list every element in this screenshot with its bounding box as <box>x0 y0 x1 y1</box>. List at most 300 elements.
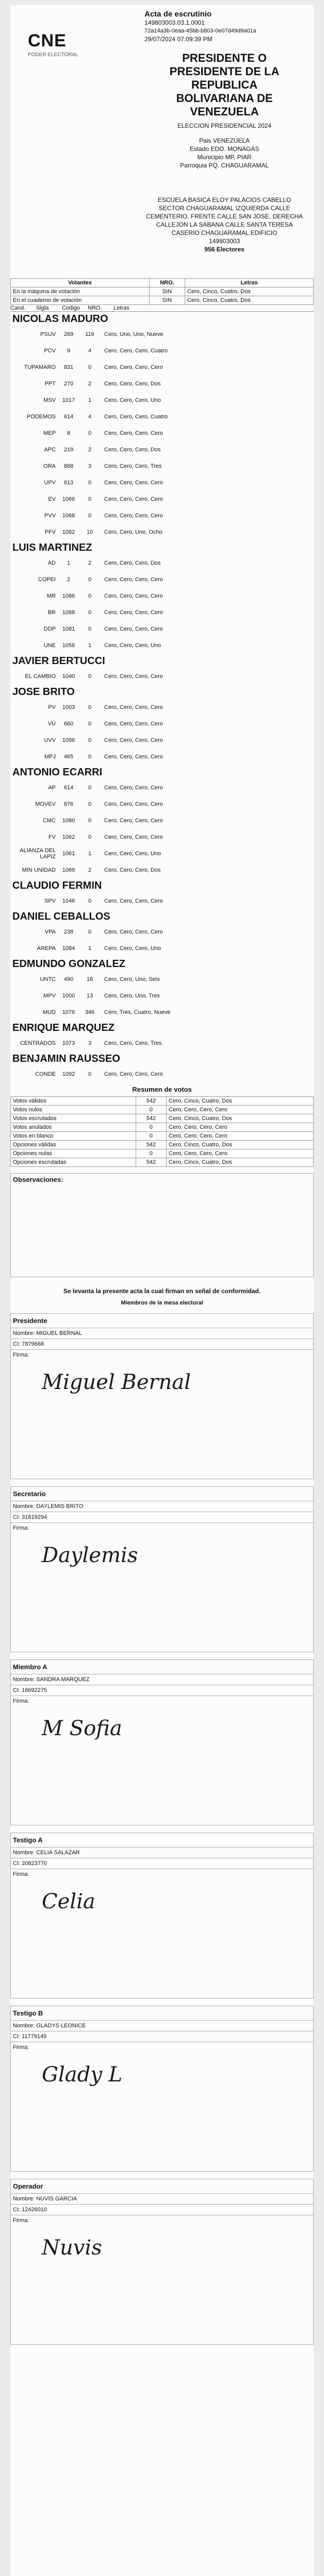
votantes-letras: Cero, Cinco, Cuatro, Dos <box>185 296 313 305</box>
signature-block <box>10 1313 314 1479</box>
firma-label: Firma: <box>13 1698 29 1704</box>
party-letters: Cero, Cero, Cero, Dos <box>104 381 161 387</box>
title-line: BOLIVARIANA DE <box>176 92 273 105</box>
party-letters: Cero, Cero, Cero, Cero <box>104 785 163 791</box>
party-code: 1076 <box>62 1009 75 1015</box>
party-row <box>10 637 314 654</box>
firma-label: Firma: <box>13 2217 29 2224</box>
signature-list <box>10 1313 314 2345</box>
votantes-header: Votantes <box>11 279 150 287</box>
party-code: 831 <box>63 364 74 370</box>
party-votes: 4 <box>88 348 92 354</box>
col-header: Cand. <box>10 305 26 311</box>
party-sigla: AREPA <box>37 945 56 952</box>
party-code: 660 <box>63 721 74 727</box>
acta-header <box>10 5 314 196</box>
party-letters: Cero, Cero, Cero, Cero <box>104 737 163 743</box>
resumen-row <box>11 1158 314 1167</box>
resumen-row <box>11 1149 314 1158</box>
votantes-table <box>10 278 314 305</box>
party-letters: Cero, Cero, Cero, Uno <box>104 397 161 403</box>
party-letters: Cero, Cero, Cero, Cuatro <box>104 414 168 420</box>
party-votes: 0 <box>88 785 92 791</box>
votantes-nro: SIN <box>149 287 185 296</box>
signature-block <box>10 2006 314 2172</box>
party-code: 1066 <box>62 496 75 502</box>
party-code: 614 <box>63 414 74 420</box>
party-letters: Cero, Cero, Uno, Ocho <box>104 529 163 535</box>
votantes-row <box>11 296 314 305</box>
direccion: SECTOR CHAGUARAMAL IZQUIERDA CALLE CEMENTERIO, FRENTE CALLE SAN JOSE, DERECHA CALLEJON LA SABANA CALLE SANTA TERESA CASERIO CHAGUARAMAL EDIFICIO <box>145 205 303 236</box>
location-school <box>144 196 304 253</box>
acta-info <box>144 10 299 43</box>
party-votes: 16 <box>86 976 93 982</box>
resumen-label: Votos anulados <box>11 1123 136 1132</box>
acta-datetime: 29/07/2024 07:09:39 PM <box>144 36 213 43</box>
party-row <box>10 668 314 685</box>
party-code: 1082 <box>62 529 75 535</box>
party-votes: 0 <box>88 496 92 502</box>
party-letters: Cero, Cero, Cero, Cero <box>104 430 163 436</box>
party-letters: Cero, Cero, Cero, Cero <box>104 626 163 632</box>
acta-paper <box>10 5 314 2576</box>
col-header: Sigla <box>36 305 49 311</box>
party-code: 1084 <box>62 945 75 952</box>
col-header: NRO. <box>88 305 102 311</box>
party-sigla: VU <box>47 721 56 727</box>
signer-role: Secretario <box>11 1487 313 1501</box>
votantes-header: NRO. <box>149 279 185 287</box>
party-sigla: PODEMOS <box>26 414 56 420</box>
party-sigla: CONDE <box>35 1071 56 1077</box>
resumen-nro: 0 <box>136 1132 166 1141</box>
acta-title: Acta de escrutinio <box>144 10 212 19</box>
party-letters: Cero, Cero, Cero, Cero <box>104 1071 163 1077</box>
firma-label: Firma: <box>13 1352 29 1358</box>
col-header: Letras <box>114 305 129 311</box>
party-sigla: UNE <box>43 642 56 649</box>
party-letters: Cero, Cero, Cero, Cero <box>104 818 163 824</box>
location-detail <box>10 196 314 278</box>
party-letters: Cero, Uno, Uno, Nueve <box>104 331 164 337</box>
party-sigla: UNTC <box>40 976 56 982</box>
party-row <box>10 359 314 376</box>
resumen-letras: Cero, Cinco, Cuatro, Dos <box>166 1158 313 1167</box>
resumen-table <box>10 1096 314 1167</box>
signer-role: Presidente <box>11 1314 313 1328</box>
party-code: 1003 <box>62 704 75 710</box>
party-votes: 2 <box>88 560 92 566</box>
party-code: 490 <box>63 976 74 982</box>
candidate-name: EDMUNDO GONZALEZ <box>12 958 125 970</box>
party-votes: 1 <box>88 397 92 403</box>
party-sigla: EL CAMBIO <box>25 673 56 680</box>
party-code: 1086 <box>62 593 75 599</box>
party-letters: Cero, Cero, Uno, Tres <box>104 993 160 999</box>
party-row <box>10 425 314 442</box>
party-sigla: UPV <box>44 480 56 486</box>
title-line: PRESIDENTE O <box>182 52 267 64</box>
party-code: 1046 <box>62 898 75 904</box>
party-votes: 0 <box>88 673 92 680</box>
signer-ci: CI: 12426010 <box>11 2205 313 2215</box>
party-letters: Cero, Cero, Cero, Cero <box>104 577 163 583</box>
candidate-name: BENJAMIN RAUSSEO <box>12 1053 120 1064</box>
party-votes: 0 <box>88 818 92 824</box>
party-letters: Cero, Cero, Cero, Uno <box>104 851 161 857</box>
resumen-row <box>11 1141 314 1149</box>
party-votes: 0 <box>88 609 92 616</box>
candidate-name: CLAUDIO FERMIN <box>12 880 102 891</box>
party-sigla: PSUV <box>40 331 56 337</box>
party-row <box>10 571 314 588</box>
estado: Estado EDO. MONAGAS <box>189 145 260 152</box>
candidate-list <box>10 312 314 1082</box>
party-row <box>10 491 314 507</box>
resumen-nro: 542 <box>136 1097 166 1106</box>
handwritten-signature: Glady L <box>42 2063 123 2087</box>
resumen-nro: 542 <box>136 1158 166 1167</box>
party-votes: 2 <box>88 447 92 453</box>
party-code: 1061 <box>62 851 75 857</box>
party-votes: 0 <box>88 577 92 583</box>
party-votes: 2 <box>88 381 92 387</box>
party-code: 2 <box>67 577 71 583</box>
party-sigla: COPEI <box>38 577 56 583</box>
party-votes: 1 <box>88 642 92 649</box>
handwritten-signature: M Sofia <box>42 1717 122 1740</box>
party-sigla: MPV <box>43 993 56 999</box>
party-votes: 1 <box>88 851 92 857</box>
party-sigla: UVV <box>44 737 56 743</box>
party-sigla: PPT <box>44 381 56 387</box>
party-letters: Cero, Cero, Cero, Cuatro <box>104 348 168 354</box>
party-row <box>10 1035 314 1052</box>
party-votes: 0 <box>88 626 92 632</box>
party-sigla: EV <box>48 496 56 502</box>
party-row <box>10 796 314 812</box>
title-line: REPUBLICA <box>191 78 258 91</box>
signer-name: Nombre: GLADYS LEONICE <box>11 2021 313 2031</box>
party-sigla: TUPAMARO <box>24 364 56 370</box>
party-row <box>10 893 314 909</box>
party-row <box>10 588 314 604</box>
party-sigla: MOVEV <box>35 801 56 807</box>
signer-ci: CI: 20823770 <box>11 1858 313 1869</box>
resumen-letras: Cero, Cero, Cero, Cero <box>166 1106 313 1114</box>
party-row <box>10 1066 314 1082</box>
candidate-name: LUIS MARTINEZ <box>12 542 92 553</box>
firma-label: Firma: <box>13 1525 29 1531</box>
candidate-name: JAVIER BERTUCCI <box>12 655 105 667</box>
party-letters: Cero, Cero, Cero, Cero <box>104 609 163 616</box>
resumen-label: Votos nulos <box>11 1106 136 1114</box>
party-letters: Cero, Cero, Cero, Tres <box>104 1040 162 1046</box>
party-sigla: FV <box>48 834 56 840</box>
members-title: Miembros de la mesa electoral <box>121 1300 203 1306</box>
party-sigla: MPJ <box>44 754 56 760</box>
resumen-letras: Cero, Cero, Cero, Cero <box>166 1123 313 1132</box>
observaciones-box <box>10 1173 314 1277</box>
observaciones-title: Observaciones: <box>13 1176 63 1183</box>
title-line: VENEZUELA <box>190 105 259 118</box>
signer-ci: CI: 31819294 <box>11 1512 313 1523</box>
resumen-letras: Cero, Cero, Cero, Cero <box>166 1149 313 1158</box>
party-code: 868 <box>63 463 74 469</box>
location-block <box>144 137 304 170</box>
party-votes: 3 <box>88 463 92 469</box>
party-code: 1000 <box>62 993 75 999</box>
party-letters: Cero, Cero, Cero, Uno <box>104 945 161 952</box>
col-header: Codigo <box>62 305 80 311</box>
signer-ci: CI: 7879668 <box>11 1339 313 1350</box>
party-code: 1056 <box>62 642 75 649</box>
votantes-header: Letras <box>185 279 313 287</box>
party-code: 1069 <box>62 867 75 873</box>
party-letters: Cero, Cero, Cero, Dos <box>104 447 161 453</box>
party-row <box>10 812 314 829</box>
party-row <box>10 326 314 343</box>
party-sigla: MIN UNIDAD <box>22 867 56 873</box>
candidate-name: DANIEL CEBALLOS <box>12 911 110 922</box>
resumen-row <box>11 1114 314 1123</box>
party-code: 1081 <box>62 626 75 632</box>
party-letters: Cero, Tres, Cuatro, Nueve <box>104 1009 171 1015</box>
party-sigla: VPA <box>44 929 56 935</box>
votantes-nro: SIN <box>149 296 185 305</box>
party-code: 1062 <box>62 834 75 840</box>
handwritten-signature: Miguel Bernal <box>42 1370 191 1394</box>
party-code: 270 <box>63 381 74 387</box>
party-letters: Cero, Cero, Cero, Cero <box>104 704 163 710</box>
cne-logo-subtitle: PODER ELECTORAL <box>28 52 78 58</box>
party-code: 614 <box>63 785 74 791</box>
resumen-label: Votos válidos <box>11 1097 136 1106</box>
party-code: 613 <box>63 480 74 486</box>
party-sigla: PV <box>48 704 56 710</box>
party-row <box>10 971 314 988</box>
party-sigla: APC <box>44 447 56 453</box>
resumen-title: Resumen de votos <box>132 1086 192 1093</box>
party-row <box>10 749 314 765</box>
handwritten-signature: Nuvis <box>42 2236 102 2260</box>
party-row <box>10 376 314 392</box>
party-letters: Cero, Cero, Cero, Cero <box>104 480 163 486</box>
party-code: 1073 <box>62 1040 75 1046</box>
party-sigla: BR <box>47 609 56 616</box>
party-code: 1068 <box>62 513 75 519</box>
party-letters: Cero, Cero, Cero, Dos <box>104 560 161 566</box>
party-row <box>10 604 314 621</box>
party-votes: 0 <box>88 430 92 436</box>
party-letters: Cero, Cero, Cero, Cero <box>104 721 163 727</box>
party-row <box>10 524 314 540</box>
party-votes: 346 <box>85 1009 95 1015</box>
resumen-nro: 542 <box>136 1141 166 1149</box>
signer-role: Miembro A <box>11 1660 313 1674</box>
resumen-letras: Cero, Cinco, Cuatro, Dos <box>166 1114 313 1123</box>
party-sigla: MSV <box>43 397 56 403</box>
party-row <box>10 699 314 716</box>
party-row <box>10 442 314 458</box>
center-code: 149803003 <box>208 238 240 245</box>
escuela: ESCUELA BASICA ELOY PALACIOS CABELLO <box>157 196 291 204</box>
acta-number: 149803003.03.1.0001 <box>144 19 205 26</box>
party-code: 1040 <box>62 673 75 680</box>
party-letters: Cero, Cero, Cero, Cero <box>104 364 163 370</box>
resumen-nro: 0 <box>136 1106 166 1114</box>
party-letters: Cero, Cero, Cero, Cero <box>104 673 163 680</box>
party-letters: Cero, Cero, Cero, Dos <box>104 867 161 873</box>
party-row <box>10 924 314 940</box>
party-row <box>10 555 314 571</box>
resumen-label: Opciones escrutadas <box>11 1158 136 1167</box>
party-votes: 0 <box>88 721 92 727</box>
votantes-label: En la máquina de votación <box>11 287 150 296</box>
party-row <box>10 829 314 845</box>
firma-label: Firma: <box>13 1871 29 1877</box>
cne-logo <box>28 31 90 58</box>
party-letters: Cero, Cero, Cero, Cero <box>104 834 163 840</box>
party-row <box>10 409 314 425</box>
party-code: 465 <box>63 754 74 760</box>
party-votes: 0 <box>88 929 92 935</box>
party-code: 1017 <box>62 397 75 403</box>
party-sigla: ALIANZA DEL LAPIZ <box>20 848 56 860</box>
party-votes: 0 <box>88 754 92 760</box>
handwritten-signature: Daylemis <box>42 1544 138 1567</box>
party-votes: 0 <box>88 364 92 370</box>
signer-name: Nombre: DAYLEMIS BRITO <box>11 1501 313 1512</box>
votantes-letras: Cero, Cinco, Cuatro, Dos <box>185 287 313 296</box>
signer-name: Nombre: CELIA SALAZAR <box>11 1848 313 1858</box>
party-votes: 0 <box>88 593 92 599</box>
party-letters: Cero, Cero, Cero, Cero <box>104 929 163 935</box>
party-code: 1080 <box>62 818 75 824</box>
party-code: 1092 <box>62 1071 75 1077</box>
party-code: 238 <box>63 929 74 935</box>
party-letters: Cero, Cero, Cero, Cero <box>104 754 163 760</box>
resumen-row <box>11 1132 314 1141</box>
signer-name: Nombre: NUVIS GARCIA <box>11 2194 313 2205</box>
party-letters: Cero, Cero, Cero, Cero <box>104 513 163 519</box>
party-row <box>10 779 314 796</box>
party-row <box>10 392 314 409</box>
municipio: Municipio MP. PIAR <box>197 154 252 161</box>
cne-logo-text: CNE <box>28 31 67 50</box>
party-votes: 0 <box>88 480 92 486</box>
votantes-label: En el cuaderno de votación <box>11 296 150 305</box>
resumen-label: Votos escrutados <box>11 1114 136 1123</box>
resumen-letras: Cero, Cero, Cero, Cero <box>166 1132 313 1141</box>
resumen-label: Votos en blanco <box>11 1132 136 1141</box>
party-votes: 0 <box>88 1071 92 1077</box>
party-votes: 116 <box>85 331 94 337</box>
party-code: 8 <box>67 430 71 436</box>
party-votes: 3 <box>88 1040 92 1046</box>
party-sigla: AD <box>47 560 56 566</box>
party-letters: Cero, Cero, Cero, Cero <box>104 496 163 502</box>
party-sigla: PFV <box>44 529 56 535</box>
election-title <box>144 52 304 130</box>
resumen-nro: 0 <box>136 1149 166 1158</box>
resumen-label: Opciones válidas <box>11 1141 136 1149</box>
election-name: ELECCION PRESIDENCIAL 2024 <box>177 122 272 129</box>
pais: Pais VENEZUELA <box>199 137 250 144</box>
party-letters: Cero, Cero, Cero, Cero <box>104 898 163 904</box>
conformidad-text: Se levanta la presente acta la cual firman en señal de conformidad. <box>63 1287 261 1295</box>
handwritten-signature: Celia <box>42 1890 95 1913</box>
signer-name: Nombre: MIGUEL BERNAL <box>11 1328 313 1339</box>
party-row <box>10 988 314 1004</box>
candidate-name: ENRIQUE MARQUEZ <box>12 1022 115 1033</box>
signer-role: Testigo B <box>11 2006 313 2021</box>
party-sigla: DDP <box>43 626 56 632</box>
party-row <box>10 458 314 474</box>
party-votes: 0 <box>88 898 92 904</box>
party-sigla: PVV <box>44 513 56 519</box>
resumen-nro: 0 <box>136 1123 166 1132</box>
title-line: PRESIDENTE DE LA <box>169 65 280 78</box>
signature-block <box>10 2179 314 2345</box>
candidate-name: ANTONIO ECARRI <box>12 767 103 778</box>
parroquia: Parroquia PQ. CHAGUARAMAL <box>180 162 269 169</box>
party-row <box>10 732 314 749</box>
party-row <box>10 343 314 359</box>
party-votes: 0 <box>88 513 92 519</box>
party-votes: 0 <box>88 704 92 710</box>
party-letters: Cero, Cero, Cero, Tres <box>104 463 162 469</box>
party-row <box>10 1004 314 1021</box>
party-code: 219 <box>63 447 74 453</box>
party-letters: Cero, Cero, Cero, Cero <box>104 801 163 807</box>
signature-block <box>10 1486 314 1652</box>
party-sigla: MEP <box>43 430 56 436</box>
party-row <box>10 621 314 637</box>
party-sigla: CMC <box>42 818 56 824</box>
party-row <box>10 940 314 957</box>
party-sigla: MR <box>46 593 56 599</box>
candidate-table-header <box>10 305 314 312</box>
party-votes: 0 <box>88 834 92 840</box>
party-votes: 1 <box>88 945 92 952</box>
party-code: 1096 <box>62 737 75 743</box>
party-sigla: CENTRADOS <box>20 1040 56 1046</box>
signer-ci: CI: 11779149 <box>11 2031 313 2042</box>
party-code: 269 <box>63 331 74 337</box>
resumen-letras: Cero, Cinco, Cuatro, Dos <box>166 1097 313 1106</box>
party-row <box>10 716 314 732</box>
signer-role: Testigo A <box>11 1833 313 1848</box>
signature-block <box>10 1659 314 1825</box>
party-sigla: PCV <box>44 348 56 354</box>
party-votes: 13 <box>86 993 93 999</box>
party-votes: 0 <box>88 801 92 807</box>
resumen-label: Opciones nulas <box>11 1149 136 1158</box>
signer-ci: CI: 18692275 <box>11 1685 313 1696</box>
party-code: 1 <box>67 560 71 566</box>
party-sigla: ORA <box>43 463 56 469</box>
party-row <box>10 845 314 862</box>
resumen-row <box>11 1106 314 1114</box>
party-code: 876 <box>63 801 74 807</box>
party-sigla: MUD <box>42 1009 56 1015</box>
signature-block <box>10 1833 314 1998</box>
votantes-row <box>11 287 314 296</box>
party-letters: Cero, Cero, Uno, Seis <box>104 976 160 982</box>
resumen-row <box>11 1123 314 1132</box>
party-letters: Cero, Cero, Cero, Uno <box>104 642 161 649</box>
